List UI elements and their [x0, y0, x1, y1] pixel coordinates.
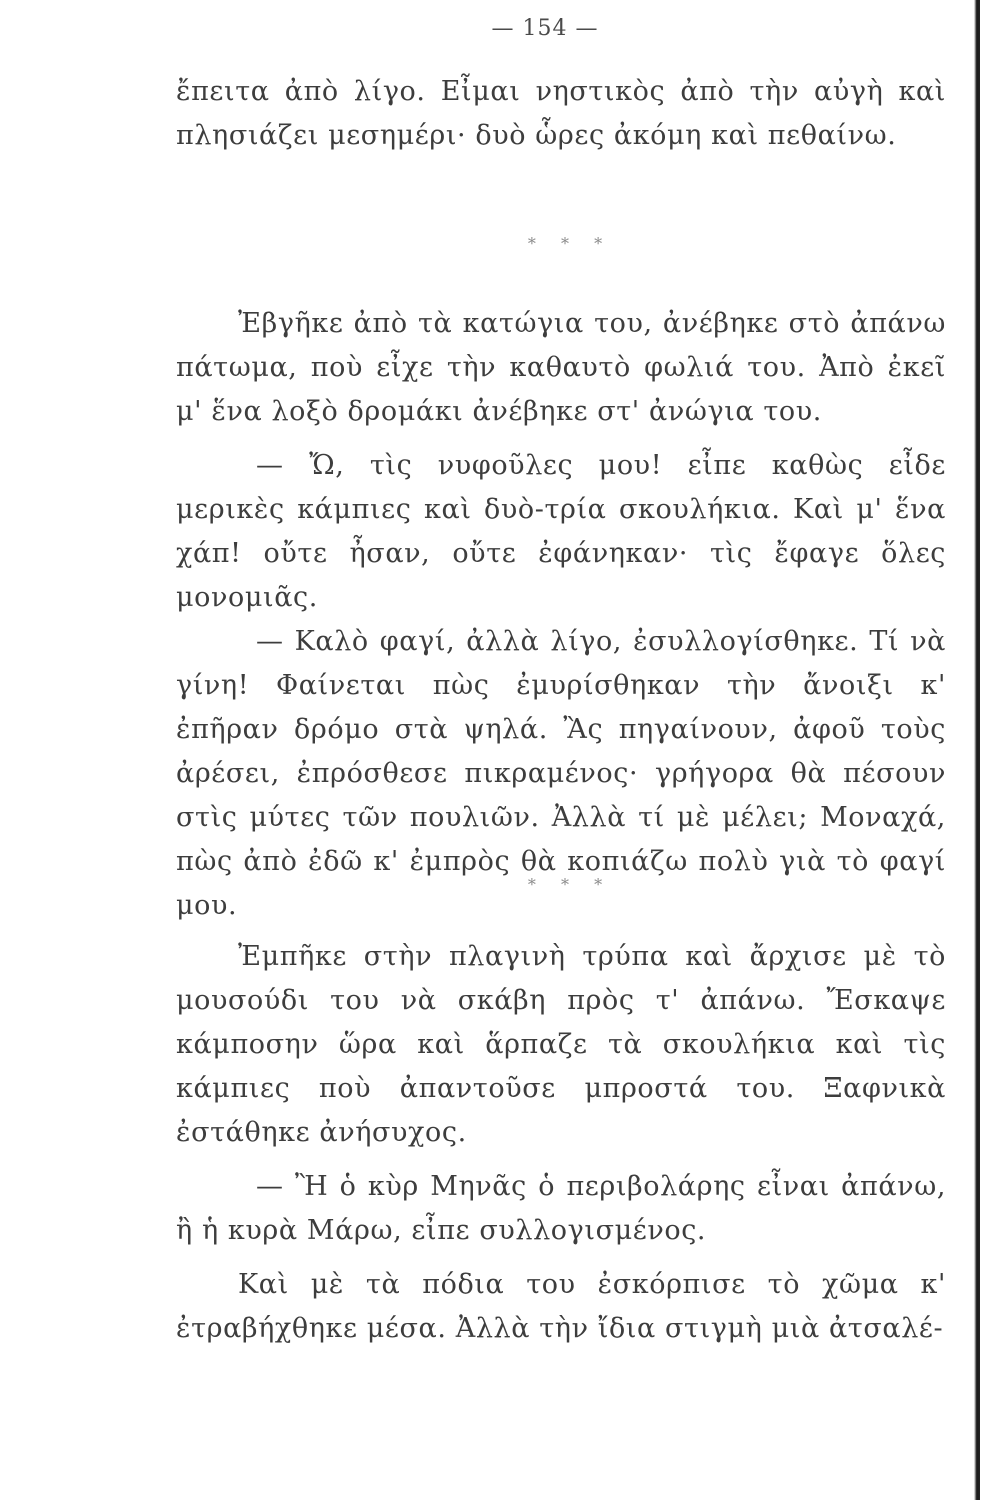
page-binding-edge	[974, 0, 980, 1500]
dialog-paragraph: — Καλὸ φαγί, ἀλλὰ λίγο, ἐσυλλογίσθηκε. Τί νὰ γίνη! Φαίνεται πὼς ἐμυρίσθηκαν τὴν ἄνοιξι κ' ἐπῆραν δρόμο στὰ ψηλά. Ἂς πηγαίνουν, ἀφοῦ τοὺς ἀρέσει, ἐπρόσθεσε πικραμένος· γρήγορα θὰ πέσουν στὶς μύτες τῶν πουλιῶν. Ἀλλὰ τί μὲ μέλει; Μοναχά, πὼς ἀπὸ ἐδῶ κ' ἐμπρὸς θὰ κοπιάζω πολὺ γιὰ τὸ φαγί μου.	[176, 626, 946, 921]
paragraph: Ἐβγῆκε ἀπὸ τὰ κατώγια του, ἀνέβηκε στὸ ἀπάνω πάτωμα, ποὺ εἶχε τὴν καθαυτὸ φωλιά του. Ἀπὸ ἐκεῖ μ' ἕνα λοξὸ δρομάκι ἀνέβηκε στ' ἀνώγια του.	[176, 308, 946, 427]
text-section-3	[176, 935, 946, 1351]
paragraph: Ἐμπῆκε στὴν πλαγινὴ τρύπα καὶ ἄρχισε μὲ τὸ μουσούδι του νὰ σκάβη πρὸς τ' ἀπάνω. Ἔσκαψε κάμποσην ὥρα καὶ ἅρπαζε τὰ σκουλήκια καὶ τὶς κάμπιες ποὺ ἀπαντοῦσε μπροστά του. Ξαφνικὰ ἐστάθηκε ἀνήσυχος.	[176, 941, 946, 1148]
dialog-paragraph: — Ὤ, τὶς νυφοῦλες μου! εἶπε καθὼς εἶδε μερικὲς κάμπιες καὶ δυὸ-τρία σκουλήκια. Καὶ μ' ἕνα χάπ! οὔτε ἦσαν, οὔτε ἐφάνηκαν· τὶς ἔφαγε ὅλες μονομιᾶς.	[176, 450, 946, 613]
paragraph: Καὶ μὲ τὰ πόδια του ἐσκόρπισε τὸ χῶμα κ' ἐτραβήχθηκε μέσα. Ἀλλὰ τὴν ἴδια στιγμὴ μιὰ ἀτσαλέ-	[176, 1269, 946, 1344]
section-separator: * * *	[527, 234, 613, 253]
paragraph: ἔπειτα ἀπὸ λίγο. Εἶμαι νηστικὸς ἀπὸ τὴν αὐγὴ καὶ πλησιάζει μεσημέρι· δυὸ ὧρες ἀκόμη καὶ πεθαίνω.	[176, 76, 946, 151]
text-section-2	[176, 302, 946, 928]
section-separator: * * *	[527, 875, 613, 894]
text-section-1	[176, 70, 946, 158]
dialog-paragraph: — Ἢ ὁ κὺρ Μηνᾶς ὁ περιβολάρης εἶναι ἀπάνω, ἢ ἡ κυρὰ Μάρω, εἶπε συλλογισμένος.	[176, 1171, 946, 1246]
page-number: — 154 —	[491, 16, 599, 41]
